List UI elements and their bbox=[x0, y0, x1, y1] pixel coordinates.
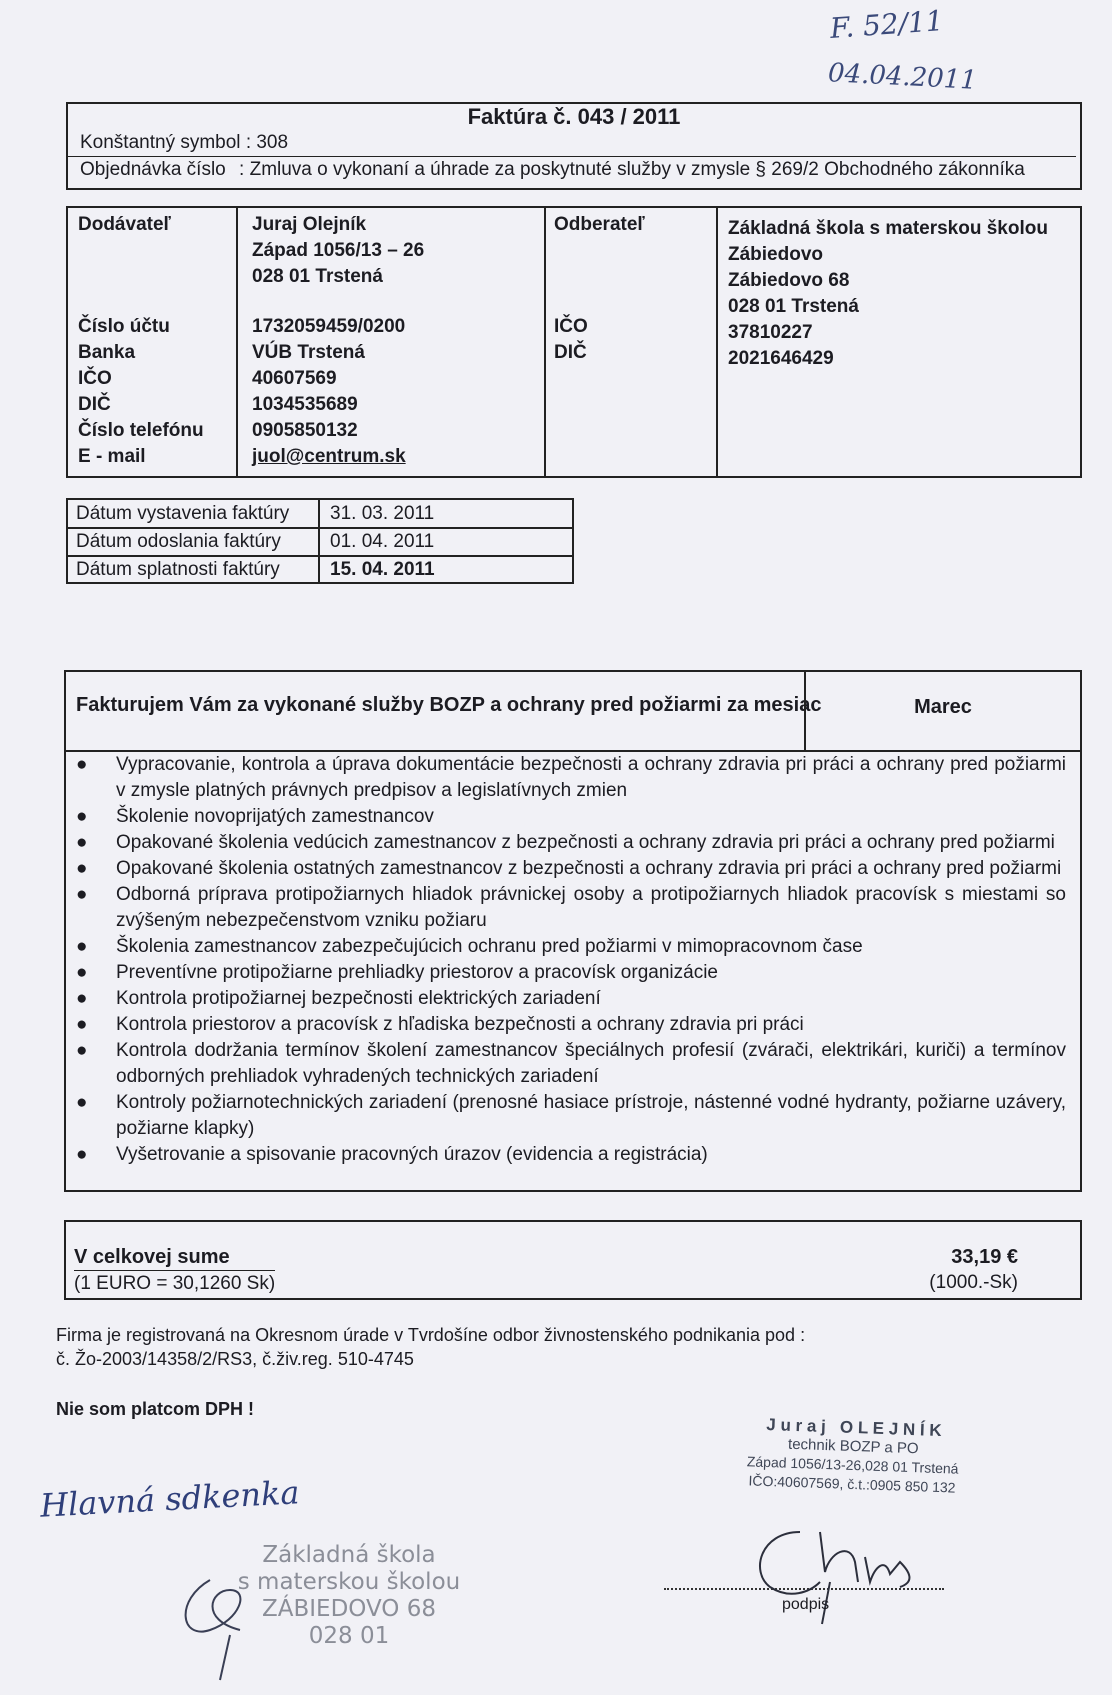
invoice-header bbox=[66, 102, 1082, 190]
supplier-email-link[interactable]: juol@centrum.sk bbox=[252, 446, 406, 467]
list-item bbox=[66, 934, 1066, 960]
list-item bbox=[66, 804, 1066, 830]
supplier-label: Číslo účtu bbox=[78, 316, 170, 337]
list-item bbox=[66, 752, 1066, 804]
service-text: Kontrola dodržania termínov školení zamestnancov špeciálnych profesií (zvárači, elektrikári, kuriči) a termínov odborných prehliadok vyhradených technických zariadení bbox=[116, 1040, 1066, 1087]
services-heading: Fakturujem Vám za vykonané služby BOZP a ochrany pred požiarmi za mesiac bbox=[76, 694, 822, 716]
order-line bbox=[68, 156, 1076, 183]
send-date: 01. 04. 2011 bbox=[330, 531, 435, 552]
list-item bbox=[66, 1090, 1066, 1142]
service-text: Preventívne protipožiarne prehliadky priestorov a pracovísk organizácie bbox=[116, 962, 718, 983]
supplier-label: E - mail bbox=[78, 446, 146, 467]
order-value: : Zmluva o vykonaní a úhrade za poskytnuté služby v zmysle § 269/2 Obchodného zákonníka bbox=[239, 159, 1025, 180]
service-text: Školenia zamestnancov zabezpečujúcich ochranu pred požiarmi v mimopracovnom čase bbox=[116, 936, 863, 957]
total-amount: 33,19 € bbox=[951, 1246, 1018, 1268]
divider bbox=[716, 208, 718, 476]
stamp-address: Západ 1056/13-26,028 01 Trstená bbox=[746, 1453, 959, 1477]
constant-symbol-line bbox=[80, 130, 288, 156]
customer-ico: 37810227 bbox=[728, 322, 813, 343]
school-stamp-line: 028 01 bbox=[308, 1623, 390, 1649]
supplier-bank: VÚB Trstená bbox=[252, 342, 365, 363]
list-item bbox=[66, 1142, 1066, 1168]
supplier-name: Juraj Olejník bbox=[252, 214, 367, 235]
service-text: Vypracovanie, kontrola a úprava dokumentácie bezpečnosti a ochrany zdravia pri práci a ochrany pred požiarmi v zmysle platných právnych predpisov a legislatívnych zmien bbox=[116, 754, 1066, 801]
date-label: Dátum vystavenia faktúry bbox=[76, 503, 290, 524]
services-table bbox=[64, 670, 1082, 1192]
service-text: Vyšetrovanie a spisovanie pracovných úrazov (evidencia a registrácia) bbox=[116, 1144, 708, 1165]
supplier-label: DIČ bbox=[78, 394, 111, 415]
bullet-icon: ● bbox=[76, 1144, 88, 1165]
supplier-city: 028 01 Trstená bbox=[252, 266, 383, 287]
customer-label: IČO bbox=[554, 316, 588, 337]
school-stamp-line: s materskou školou bbox=[237, 1569, 461, 1595]
registration-line2: č. Žo-2003/14358/2/RS3, č.živ.reg. 510-4745 bbox=[56, 1349, 414, 1369]
bullet-icon: ● bbox=[76, 832, 88, 853]
supplier-signature bbox=[740, 1512, 940, 1632]
order-label: Objednávka číslo bbox=[80, 159, 226, 180]
school-signature-scribble bbox=[170, 1560, 310, 1690]
handwritten-reference: F. 52/11 bbox=[828, 4, 945, 45]
stamp-name: J u r a j O L E J N Í K bbox=[766, 1414, 942, 1441]
list-item bbox=[66, 882, 1066, 934]
customer-heading: Odberateľ bbox=[554, 214, 645, 235]
customer-city: 028 01 Trstená bbox=[728, 296, 859, 317]
supplier-phone: 0905850132 bbox=[252, 420, 358, 441]
stamp-ids: IČO:40607569, č.t.:0905 850 132 bbox=[748, 1472, 956, 1496]
service-text: Kontrola protipožiarnej bezpečnosti elektrických zariadení bbox=[116, 988, 601, 1009]
bullet-icon: ● bbox=[76, 884, 88, 905]
service-text: Opakované školenia ostatných zamestnancov z bezpečnosti a ochrany zdravia pri práci a ochrany pred požiarmi bbox=[116, 858, 1062, 879]
bullet-icon: ● bbox=[76, 1092, 88, 1113]
supplier-account: 1732059459/0200 bbox=[252, 316, 406, 337]
supplier-dic: 1034535689 bbox=[252, 394, 358, 415]
bullet-icon: ● bbox=[76, 754, 88, 775]
registration-line1: Firma je registrovaná na Okresnom úrade v Tvrdošíne odbor živnostenského podnikania pod : bbox=[56, 1325, 806, 1345]
supplier-label: Banka bbox=[78, 342, 136, 363]
supplier-label: IČO bbox=[78, 368, 112, 389]
service-text: Odborná príprava protipožiarnych hliadok právnickej osoby a protipožiarnych hliadok pracovísk s miestami so zvýšeným nebezpečenstvom vzniku požiaru bbox=[116, 884, 1066, 931]
parties-table bbox=[66, 206, 1082, 478]
list-item bbox=[66, 960, 1066, 986]
supplier-stamp bbox=[737, 1414, 970, 1498]
date-label: Dátum odoslania faktúry bbox=[76, 531, 281, 552]
bullet-icon: ● bbox=[76, 806, 88, 827]
bullet-icon: ● bbox=[76, 1014, 88, 1035]
billing-month: Marec bbox=[914, 696, 972, 718]
invoice-title: Faktúra č. 043 / 2011 bbox=[467, 104, 681, 129]
list-item bbox=[66, 986, 1066, 1012]
service-text: Kontrola priestorov a pracovísk z hľadiska bezpečnosti a ochrany zdravia pri práci bbox=[116, 1014, 804, 1035]
bullet-icon: ● bbox=[76, 988, 88, 1009]
exchange-rate: (1 EURO = 30,1260 Sk) bbox=[74, 1270, 275, 1297]
list-item bbox=[66, 830, 1066, 856]
service-text: Kontroly požiarnotechnických zariadení (prenosné hasiace prístroje, nástenné vodné hydranty, požiarne uzávery, požiarne klapky) bbox=[116, 1092, 1066, 1139]
customer-street1: Zábiedovo bbox=[728, 244, 824, 265]
bullet-icon: ● bbox=[76, 858, 88, 879]
service-list bbox=[66, 752, 1080, 1168]
vat-note: Nie som platcom DPH ! bbox=[56, 1399, 255, 1419]
customer-dic: 2021646429 bbox=[728, 348, 834, 369]
issue-date: 31. 03. 2011 bbox=[330, 503, 435, 524]
handwritten-date: 04.04.2011 bbox=[827, 58, 978, 96]
list-item bbox=[66, 856, 1066, 882]
date-label: Dátum splatnosti faktúry bbox=[76, 559, 280, 580]
list-item bbox=[66, 1038, 1066, 1090]
supplier-ico: 40607569 bbox=[252, 368, 337, 389]
dates-table bbox=[66, 498, 574, 584]
service-text: Školenie novoprijatých zamestnancov bbox=[116, 806, 434, 827]
school-stamp-line: Základná škola bbox=[262, 1542, 436, 1568]
bullet-icon: ● bbox=[76, 1040, 88, 1061]
customer-label: DIČ bbox=[554, 342, 587, 363]
customer-name: Základná škola s materskou školou bbox=[728, 218, 1048, 239]
customer-street2: Zábiedovo 68 bbox=[728, 270, 850, 291]
bullet-icon: ● bbox=[76, 936, 88, 957]
list-item bbox=[66, 1012, 1066, 1038]
constant-symbol-value: : 308 bbox=[245, 132, 289, 153]
total-label: V celkovej sume bbox=[74, 1246, 230, 1268]
due-date: 15. 04. 2011 bbox=[330, 559, 435, 580]
constant-symbol-label: Konštantný symbol bbox=[80, 132, 241, 153]
divider bbox=[318, 500, 320, 582]
divider bbox=[236, 208, 238, 476]
supplier-heading: Dodávateľ bbox=[78, 214, 171, 235]
service-text: Opakované školenia vedúcich zamestnancov z bezpečnosti a ochrany zdravia pri práci a ochrany pred požiarmi bbox=[116, 832, 1055, 853]
supplier-street: Západ 1056/13 – 26 bbox=[252, 240, 425, 261]
stamp-role: technik BOZP a PO bbox=[787, 1435, 919, 1458]
bullet-icon: ● bbox=[76, 962, 88, 983]
handwritten-note: Hlavná sdkenka bbox=[39, 1473, 301, 1525]
supplier-label: Číslo telefónu bbox=[78, 420, 204, 441]
total-box bbox=[64, 1220, 1082, 1300]
total-amount-sk: (1000.-Sk) bbox=[929, 1272, 1018, 1293]
divider bbox=[544, 208, 546, 476]
school-stamp-line: ZÁBIEDOVO 68 bbox=[261, 1596, 436, 1622]
signature-label: podpis bbox=[782, 1596, 830, 1613]
